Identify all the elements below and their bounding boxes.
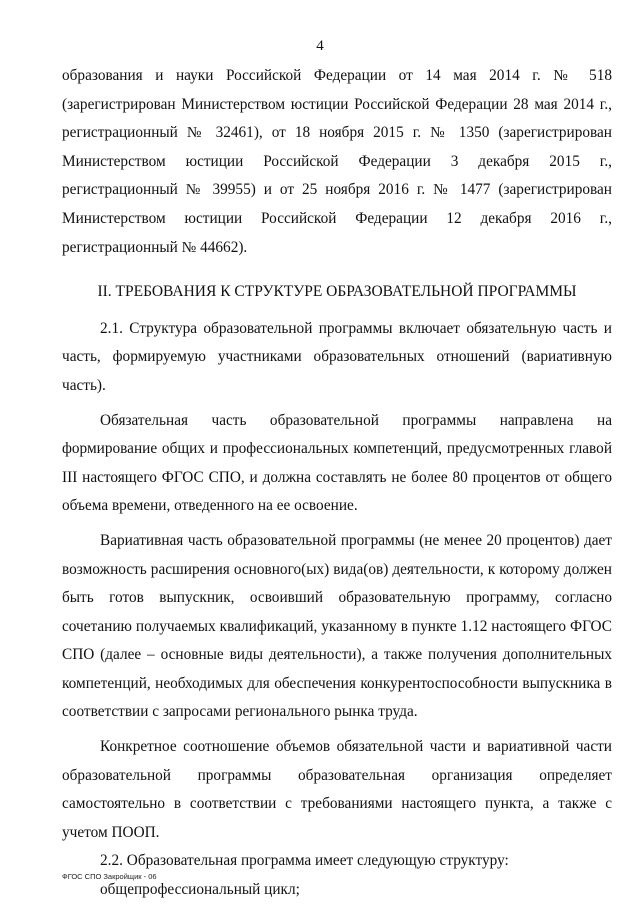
- footer-label: ФГОС СПО Закройщик - 06: [62, 872, 157, 881]
- paragraph-2-2: 2.2. Образовательная программа имеет следующую структуру:: [100, 852, 509, 870]
- section-heading: II. ТРЕБОВАНИЯ К СТРУКТУРЕ ОБРАЗОВАТЕЛЬНОЙ ПРОГРАММЫ: [97, 283, 577, 301]
- document-body: [62, 62, 612, 905]
- page-number: 4: [316, 38, 324, 54]
- paragraph-mandatory-part: Обязательная часть образовательной программы направлена на формирование общих и профессиональных компетенций, предусмотренных главой III настоящего ФГОС СПО, и должна составлять не более 80 процентов от общего объема времени, отведенного на ее освоение.: [62, 411, 612, 515]
- paragraph-continuation: образования и науки Российской Федерации от 14 мая 2014 г. № 518 (зарегистрирован Министерством юстиции Российской Федерации 28 мая 2014 г., регистрационный № 32461), от 18 ноября 2015 г. № 1350 (зарегистрирован Министерством юстиции Российской Федерации 3 декабря 2015 г., регистрационный № 39955) и от 25 ноября 2016 г. № 1477 (зарегистрирован Министерством юстиции Российской Федерации 12 декабря 2016 г., регистрационный № 44662).: [62, 67, 612, 256]
- paragraph-variable-part: Вариативная часть образовательной программы (не менее 20 процентов) дает возможность расширения основного(ых) вида(ов) деятельности, к которому должен быть готов выпускник, освоивший образовательную программу, согласно сочетанию получаемых квалификаций, указанному в пункте 1.12 настоящего ФГОС СПО (далее – основные виды деятельности), а также получения дополнительных компетенций, необходимых для обеспечения конкурентоспособности выпускника в соответствии с запросами регионального рынка труда.: [62, 531, 612, 721]
- list-item-general-cycle: общепрофессиональный цикл;: [100, 881, 300, 899]
- paragraph-2-1: 2.1. Структура образовательной программы включает обязательную часть и часть, формируемую участниками образовательных отношений (вариативную часть).: [62, 319, 612, 394]
- paragraph-ratio: Конкретное соотношение объемов обязательной части и вариативной части образовательной программы образовательная организация определяет самостоятельно в соответствии с требованиями настоящего пункта, а также с учетом ПООП.: [62, 738, 612, 841]
